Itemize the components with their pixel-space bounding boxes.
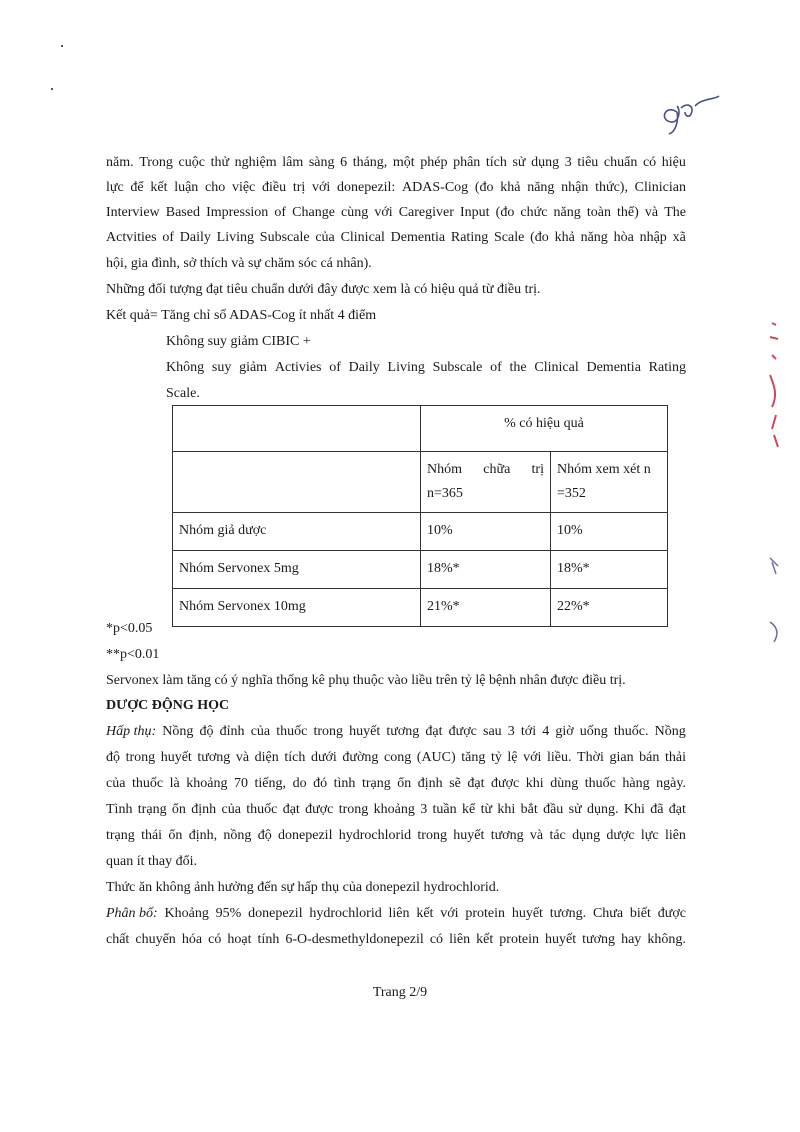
word: Scale (494, 230, 525, 245)
word: (đo (530, 230, 549, 245)
word: thuốc (276, 724, 308, 739)
word: chuyển (135, 932, 176, 947)
word: donepezil (278, 828, 333, 843)
word: ADAS-Cog (402, 180, 469, 195)
word: (AUC) (416, 750, 456, 765)
word: Subscale (432, 360, 483, 375)
word: lực (106, 180, 124, 195)
word: tiêu (577, 155, 599, 170)
distribution-line-2 (106, 930, 686, 950)
word: khoảng (186, 776, 228, 791)
word: tình (333, 776, 356, 791)
word: huyết (349, 724, 381, 739)
word: of (274, 205, 287, 220)
word: giảm (239, 360, 268, 375)
word: huyết (453, 828, 485, 843)
word: the (509, 360, 527, 375)
word: trong (417, 828, 447, 843)
word: tính (257, 932, 280, 947)
word: Không (166, 360, 205, 375)
word: độ (257, 828, 272, 843)
word: đó (313, 776, 328, 791)
word: nhận (561, 180, 589, 195)
efficacy-table (172, 405, 668, 627)
word: ổn (171, 802, 186, 817)
result-line: Kết quả= Tăng chỉ số ADAS-Cog ít nhất 4 điểm (106, 308, 377, 323)
word: donepezil (248, 906, 303, 921)
word: hydrochlorid (338, 828, 412, 843)
word: trạng (361, 776, 391, 791)
word: tích (485, 155, 507, 170)
word: khi (497, 802, 516, 817)
word: hoạt (227, 932, 252, 947)
word: đạt (467, 776, 485, 791)
table-cell-group: Nhóm giả dược (173, 513, 421, 551)
word: cùng (341, 205, 369, 220)
word: năng (527, 180, 555, 195)
word: đầu (543, 802, 564, 817)
word: 3 (420, 802, 428, 817)
word: dược (606, 828, 635, 843)
word: độ (106, 750, 120, 765)
word: (đo (495, 205, 515, 220)
word: được (491, 776, 520, 791)
word: đạt (425, 724, 443, 739)
table-row (173, 513, 668, 551)
word: 70 (234, 776, 248, 791)
word: protein (499, 932, 539, 947)
word: Activies (274, 360, 322, 375)
word: khi (525, 776, 544, 791)
word: Actvities (106, 230, 157, 245)
word: 6 (340, 155, 348, 170)
word: dụng (531, 155, 560, 170)
word: trị (531, 462, 544, 477)
word: Tình (106, 802, 133, 817)
word: toàn (586, 205, 611, 220)
word: trạng (106, 828, 135, 843)
word: tuần (432, 802, 457, 817)
absorption-line-3 (106, 774, 686, 794)
word: nhập (639, 230, 667, 245)
word: sử (512, 155, 526, 170)
word: đã (650, 802, 664, 817)
table-cell (173, 406, 421, 452)
word: of (162, 230, 174, 245)
word: sàng (308, 155, 335, 170)
word: liên (388, 906, 410, 921)
word: chuẩn (603, 155, 638, 170)
table-subheader-treat: Nhóm chữa trị n=365 (421, 452, 551, 513)
word: độ (199, 724, 214, 739)
word: một (392, 155, 415, 170)
word: và (644, 205, 659, 220)
word: hay (621, 932, 642, 947)
word: khoảng (373, 802, 415, 817)
word: Trong (139, 155, 173, 170)
word: chất (106, 932, 130, 947)
word: Clinical (534, 360, 579, 375)
word: ổn (397, 776, 412, 791)
criteria-intro: Những đối tượng đạt tiêu chuẩn dưới đây được xem là có hiệu quả từ điều trị. (106, 282, 541, 297)
word: hiệu (661, 155, 686, 170)
word: tích (284, 750, 306, 765)
word: trong (338, 802, 369, 817)
table-cell (173, 452, 421, 513)
table-cell-treat: 21%* (421, 589, 551, 627)
intro-line-1 (106, 153, 686, 173)
word: (đo (474, 180, 494, 195)
word: tác (549, 828, 566, 843)
word: Khoảng (164, 906, 209, 921)
word: Khi (623, 802, 645, 817)
word: lâm (282, 155, 304, 170)
word: Nhóm (427, 462, 462, 477)
conclusion: Servonex làm tăng có ý nghĩa thống kê phụ thuộc vào liều trên tỷ lệ bệnh nhân được điều trị. (106, 673, 626, 688)
word: 4 (542, 724, 550, 739)
word: donepezil: (337, 180, 396, 195)
word: trạng (137, 802, 167, 817)
word: sử (568, 802, 582, 817)
word: Chưa (592, 906, 624, 921)
word: lực (640, 828, 659, 843)
word: định, (188, 828, 218, 843)
word: được (448, 724, 477, 739)
intro-line-4 (106, 228, 686, 248)
word: nghiệm (234, 155, 277, 170)
word: Input (460, 205, 490, 220)
word: phép (420, 155, 448, 170)
word: Thời (577, 750, 604, 765)
intro-line-2 (106, 178, 686, 198)
word: bán (639, 750, 660, 765)
word: giờ (555, 724, 574, 739)
edge-stamp-marks-icon (760, 315, 790, 455)
dot-mark (51, 88, 53, 90)
word: thử (210, 155, 230, 170)
word: sẽ (449, 776, 461, 791)
word: luận (174, 180, 199, 195)
word: tỷ (490, 750, 502, 765)
footnote-1: *p<0.05 (106, 621, 153, 636)
intro-line-5: hội, gia đình, sở thích và sự chăm sóc cá nhân). (106, 256, 372, 271)
word: huyết (511, 906, 543, 921)
word: có (642, 155, 657, 170)
word: hàng (622, 776, 650, 791)
word: định (417, 776, 443, 791)
word: phân (453, 155, 481, 170)
absorption-line-1 (106, 722, 686, 742)
word: 3 (564, 155, 572, 170)
word: điều (262, 180, 287, 195)
word: với (312, 180, 331, 195)
word: thức), (595, 180, 628, 195)
word: Living (216, 230, 255, 245)
word: Change (292, 205, 335, 220)
word: kết (476, 932, 494, 947)
word: thuốc (246, 802, 278, 817)
table-subheader-row (173, 452, 668, 513)
word: liên (449, 932, 471, 947)
word: việc (231, 180, 256, 195)
word: được (657, 906, 686, 921)
table-subheader-review: Nhóm xem xét n =352 (551, 452, 668, 513)
word: biết (629, 906, 651, 921)
word: cuộc (178, 155, 205, 170)
absorption-line-6: quan ít thay đổi. (106, 854, 197, 869)
word: thải (664, 750, 686, 765)
word: protein (465, 906, 506, 921)
word: tương (197, 750, 231, 765)
word: tiếng, (254, 776, 287, 791)
word: kết (150, 180, 168, 195)
word: và (235, 750, 250, 765)
word: Clinician (634, 180, 686, 195)
word: Daily (179, 230, 211, 245)
criterion-3 (166, 358, 686, 378)
word: cho (205, 180, 226, 195)
distribution-line-1 (106, 904, 686, 924)
word: lệ (507, 750, 518, 765)
table-cell-review: 10% (551, 513, 668, 551)
word: Rating (648, 360, 686, 375)
word: Daily (348, 360, 380, 375)
word: Impression (206, 205, 269, 220)
word: trong (125, 750, 156, 765)
word: có (429, 932, 444, 947)
section-title: DƯỢC ĐỘNG HỌC (106, 698, 230, 713)
table-cell-review: 18%* (551, 551, 668, 589)
word: thuốc. (613, 724, 649, 739)
word: tăng (461, 750, 486, 765)
word: ổn (168, 828, 183, 843)
table-header-cell: % có hiệu quả (421, 406, 668, 452)
word: của (106, 776, 126, 791)
word: Nồng (654, 724, 686, 739)
table-cell-review: 22%* (551, 589, 668, 627)
word: nồng (223, 828, 252, 843)
word: huyết (545, 932, 577, 947)
word: là (169, 776, 180, 791)
page-number: Trang 2/9 (372, 985, 428, 1000)
word: thuốc (584, 776, 616, 791)
word: khả (554, 230, 575, 245)
word: ngày. (656, 776, 686, 791)
word: tháng, (352, 155, 388, 170)
word: có (208, 932, 222, 947)
word: của (250, 724, 271, 739)
word: Dementia (390, 230, 446, 245)
distribution-label: Phân bố: (106, 906, 158, 921)
word: trong (313, 724, 344, 739)
word: Based (165, 205, 200, 220)
word: bắt (520, 802, 538, 817)
word: Rating (450, 230, 489, 245)
word: định (191, 802, 217, 817)
word: Nồng (162, 724, 194, 739)
table-cell-group: Nhóm Servonex 5mg (173, 551, 421, 589)
criterion-3-end: Scale. (166, 386, 200, 401)
table-row (173, 551, 668, 589)
word: of (490, 360, 502, 375)
word: xã (672, 230, 686, 245)
word: từ (480, 802, 493, 817)
word: năm. (106, 155, 134, 170)
word: đạt (668, 802, 686, 817)
word: năng (580, 230, 608, 245)
word: thuốc (131, 776, 164, 791)
word: dụng. (587, 802, 619, 817)
word: được (305, 802, 334, 817)
word: chức (520, 205, 548, 220)
absorption-label: Hấp thụ: (106, 724, 157, 739)
word: và (529, 828, 544, 843)
handwritten-initial-icon (655, 92, 725, 137)
word: Subscale (259, 230, 310, 245)
word: diện (254, 750, 279, 765)
word: Interview (106, 205, 160, 220)
table-cell-treat: 18%* (421, 551, 551, 589)
word: trị (292, 180, 306, 195)
word: 3 (507, 724, 515, 739)
criterion-2: Không suy giảm CIBIC + (166, 334, 311, 349)
absorption-line-2 (106, 748, 686, 768)
table-cell-treat: 10% (421, 513, 551, 551)
word: tương (582, 932, 616, 947)
word: uống (579, 724, 608, 739)
word: của (315, 230, 335, 245)
word: huyết (160, 750, 192, 765)
word: suy (211, 360, 232, 375)
word: gian (609, 750, 634, 765)
word: of (329, 360, 341, 375)
word: dùng (550, 776, 579, 791)
word: để (130, 180, 144, 195)
word: hóa (181, 932, 203, 947)
food-line: Thức ăn không ảnh hưởng đến sự hấp thụ của donepezil hydrochlorid. (106, 880, 500, 895)
word: Caregiver (398, 205, 454, 220)
word: chữa (483, 462, 511, 477)
word: tương (490, 828, 524, 843)
word: dưới (310, 750, 337, 765)
word: đạt (282, 802, 300, 817)
word: kể (462, 802, 476, 817)
absorption-line-4 (106, 800, 686, 820)
word: của (221, 802, 241, 817)
word: với (374, 205, 393, 220)
word: không. (647, 932, 686, 947)
word: thái (141, 828, 163, 843)
word: hydrochlorid (309, 906, 382, 921)
word: Living (387, 360, 425, 375)
word: với (523, 750, 542, 765)
word: do (292, 776, 307, 791)
word: khả (500, 180, 521, 195)
word: tương. (549, 906, 587, 921)
word: liều. (546, 750, 572, 765)
word: Clinical (340, 230, 385, 245)
word: tương (386, 724, 420, 739)
dot-mark (61, 45, 63, 47)
word: sau (483, 724, 502, 739)
word: liên (664, 828, 686, 843)
table-header-row (173, 406, 668, 452)
intro-line-3 (106, 203, 686, 223)
word: năng (553, 205, 581, 220)
word: 95% (215, 906, 242, 921)
table-row (173, 589, 668, 627)
word: đường (342, 750, 379, 765)
word: The (664, 205, 686, 220)
word: 6-O-desmethyldonepezil (285, 932, 424, 947)
word: hòa (613, 230, 634, 245)
footnote-2: **p<0.01 (106, 647, 160, 662)
edge-mark-icon (762, 552, 786, 648)
word: đỉnh (219, 724, 245, 739)
word: Dementia (586, 360, 641, 375)
table-cell-group: Nhóm Servonex 10mg (173, 589, 421, 627)
word: kết (416, 906, 434, 921)
absorption-line-5 (106, 826, 686, 846)
word: tới (520, 724, 537, 739)
word: với (440, 906, 459, 921)
word: thể) (617, 205, 639, 220)
word: cong (383, 750, 412, 765)
word: dụng (572, 828, 601, 843)
